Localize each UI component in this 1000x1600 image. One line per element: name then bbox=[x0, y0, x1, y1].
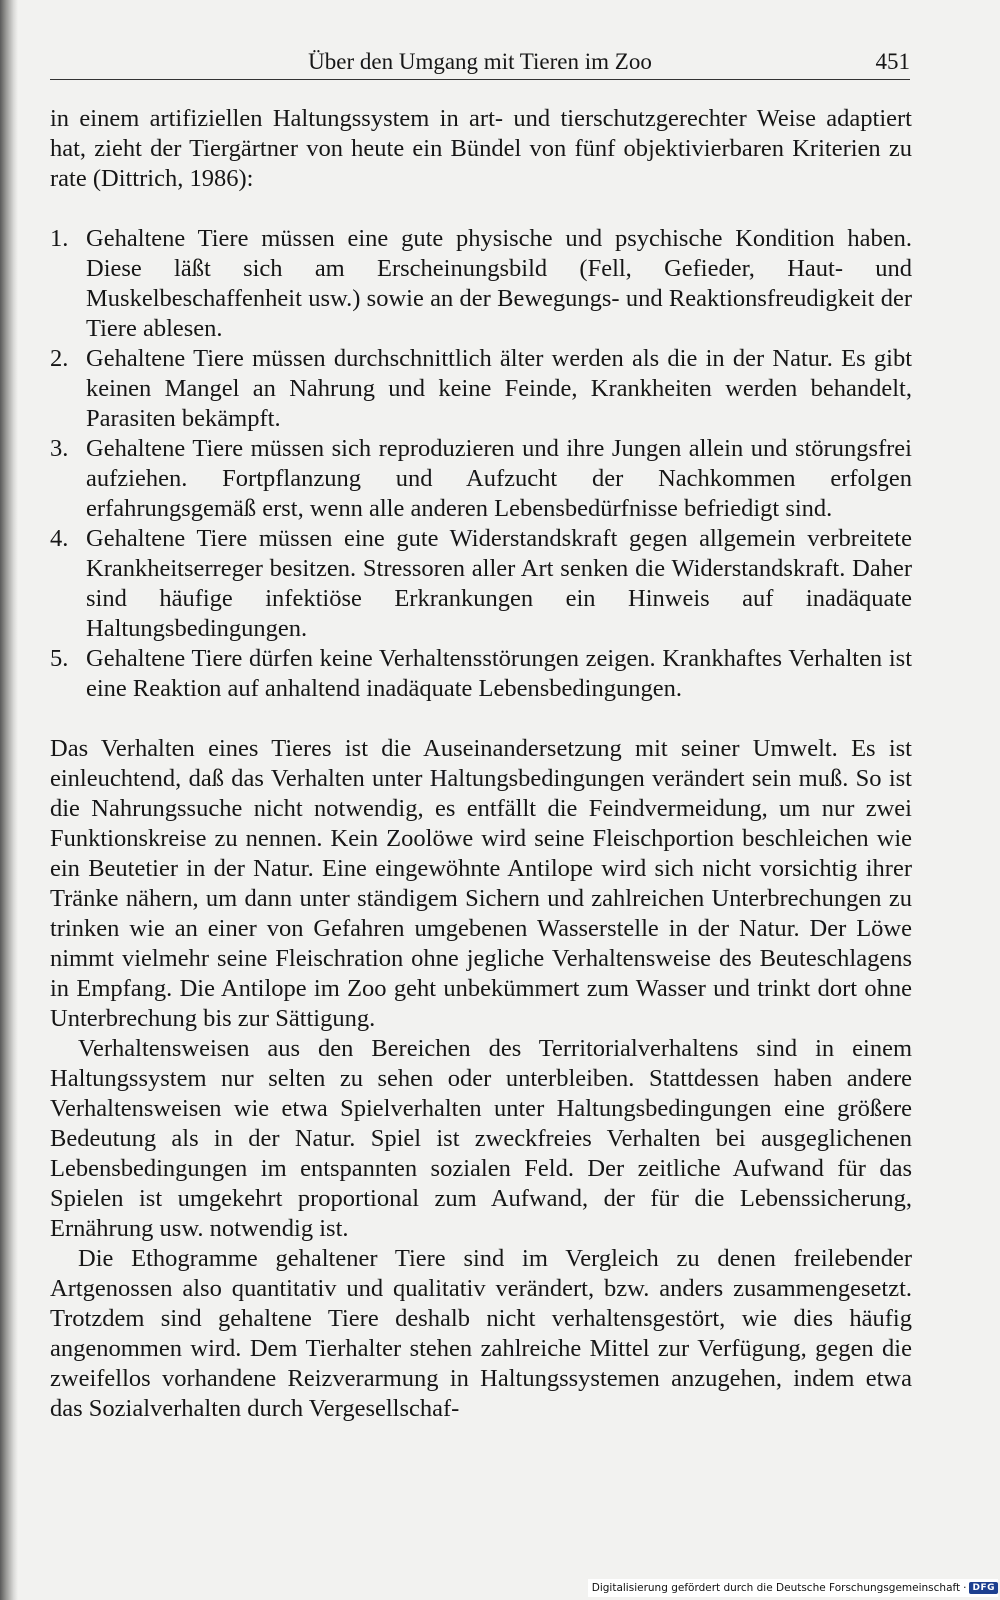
criteria-text: Gehaltene Tiere dürfen keine Verhaltensstörungen zeigen. Krankhaftes Verhalten ist eine Reaktion auf anhaltend inadäquate Lebensbedingungen. bbox=[86, 645, 912, 702]
criteria-text: Gehaltene Tiere müssen durchschnittlich älter werden als die in der Natur. Es gibt keinen Mangel an Nahrung und keine Feinde, Krankheiten werden behandelt, Parasiten bekämpft. bbox=[86, 345, 912, 432]
body-paragraph: Das Verhalten eines Tieres ist die Auseinandersetzung mit seiner Umwelt. Es ist einleuchtend, daß das Verhalten unter Haltungsbedingungen verändert sein muß. So ist die Nahrungssuche nicht notwendig, es entfällt die Feindvermeidung, um nur zwei Funktionskreise zu nennen. Kein Zoolöwe wird seine Fleischportion beschleichen wie ein Beutetier in der Natur. Eine eingewöhnte Antilope wird sich nicht vorsichtig ihrer Tränke nähern, um dann unter ständigem Sichern und zahlreichen Unterbrechungen zu trinken wie an einer von Gefahren umgebenen Wasserstelle in der Natur. Der Löwe nimmt vielmehr seine Fleischration ohne jegliche Verhaltensweise des Beuteschlagens in Empfang. Die Antilope im Zoo geht unbekümmert zum Wasser und trinkt dort ohne Unterbrechung bis zur Sättigung. bbox=[50, 735, 912, 1032]
criteria-item bbox=[50, 224, 912, 344]
criteria-number: 5. bbox=[50, 645, 69, 672]
criteria-list bbox=[50, 224, 912, 704]
criteria-text: Gehaltene Tiere müssen sich reproduzieren und ihre Jungen allein und störungsfrei aufziehen. Fortpflanzung und Aufzucht der Nachkommen erfolgen erfahrungsgemäß erst, wenn alle anderen Lebensbedürfnisse befriedigt sind. bbox=[86, 435, 912, 522]
criteria-number: 2. bbox=[50, 345, 69, 372]
criteria-text: Gehaltene Tiere müssen eine gute physische und psychische Kondition haben. Diese läßt sich am Erscheinungsbild (Fell, Gefieder, Haut- und Muskelbeschaffenheit usw.) sowie an der Bewegungs- und Reaktionsfreudigkeit der Tiere ablesen. bbox=[86, 225, 912, 342]
criteria-number: 3. bbox=[50, 435, 69, 462]
criteria-item bbox=[50, 344, 912, 434]
body-text bbox=[50, 104, 912, 1424]
page-number: 451 bbox=[875, 49, 910, 74]
criteria-text: Gehaltene Tiere müssen eine gute Widerstandskraft gegen allgemein verbreitete Krankheitserreger besitzen. Stressoren aller Art senken die Widerstandskraft. Daher sind häufige infektiöse Erkrankungen ein Hinweis auf inadäquate Haltungsbedingungen. bbox=[86, 525, 912, 642]
digitization-credit bbox=[588, 1579, 998, 1597]
criteria-number: 1. bbox=[50, 225, 69, 252]
running-title: Über den Umgang mit Tieren im Zoo bbox=[308, 49, 652, 74]
credit-separator: · bbox=[963, 1582, 967, 1594]
running-head bbox=[50, 47, 910, 80]
criteria-item bbox=[50, 644, 912, 704]
credit-text: Digitalisierung gefördert durch die Deutsche Forschungsgemeinschaft bbox=[591, 1582, 961, 1594]
criteria-item bbox=[50, 524, 912, 644]
body-paragraph: Verhaltensweisen aus den Bereichen des Territorialverhaltens sind in einem Haltungssystem nur selten zu sehen oder unterbleiben. Stattdessen haben andere Verhaltensweisen wie etwa Spielverhalten unter Haltungsbedingungen eine größere Bedeutung als in der Natur. Spiel ist zweckfreies Verhalten bei ausgeglichenen Lebensbedingungen im entspannten sozialen Feld. Der zeitliche Aufwand für das Spielen ist umgekehrt proportional zum Aufwand, der für die Lebenssicherung, Ernährung usw. notwendig ist. bbox=[50, 1035, 912, 1242]
intro-paragraph: in einem artifiziellen Haltungssystem in art- und tierschutzgerechter Weise adaptiert hat, zieht der Tiergärtner von heute ein Bündel von fünf objektivierbaren Kriterien zu rate (Dittrich, 1986): bbox=[50, 105, 912, 192]
criteria-item bbox=[50, 434, 912, 524]
dfg-logo: DFG bbox=[969, 1582, 998, 1594]
body-paragraph: Die Ethogramme gehaltener Tiere sind im Vergleich zu denen freilebender Artgenossen also quantitativ und qualitativ verändert, bzw. anders zusammengesetzt. Trotzdem sind gehaltene Tiere deshalb nicht verhaltensgestört, wie dies häufig angenommen wird. Dem Tierhalter stehen zahlreiche Mittel zur Verfügung, gegen die zweifellos vorhandene Reizverarmung in Haltungssystemen anzugehen, indem etwa das Sozialverhalten durch Vergesellschaf- bbox=[50, 1245, 912, 1422]
criteria-number: 4. bbox=[50, 525, 69, 552]
